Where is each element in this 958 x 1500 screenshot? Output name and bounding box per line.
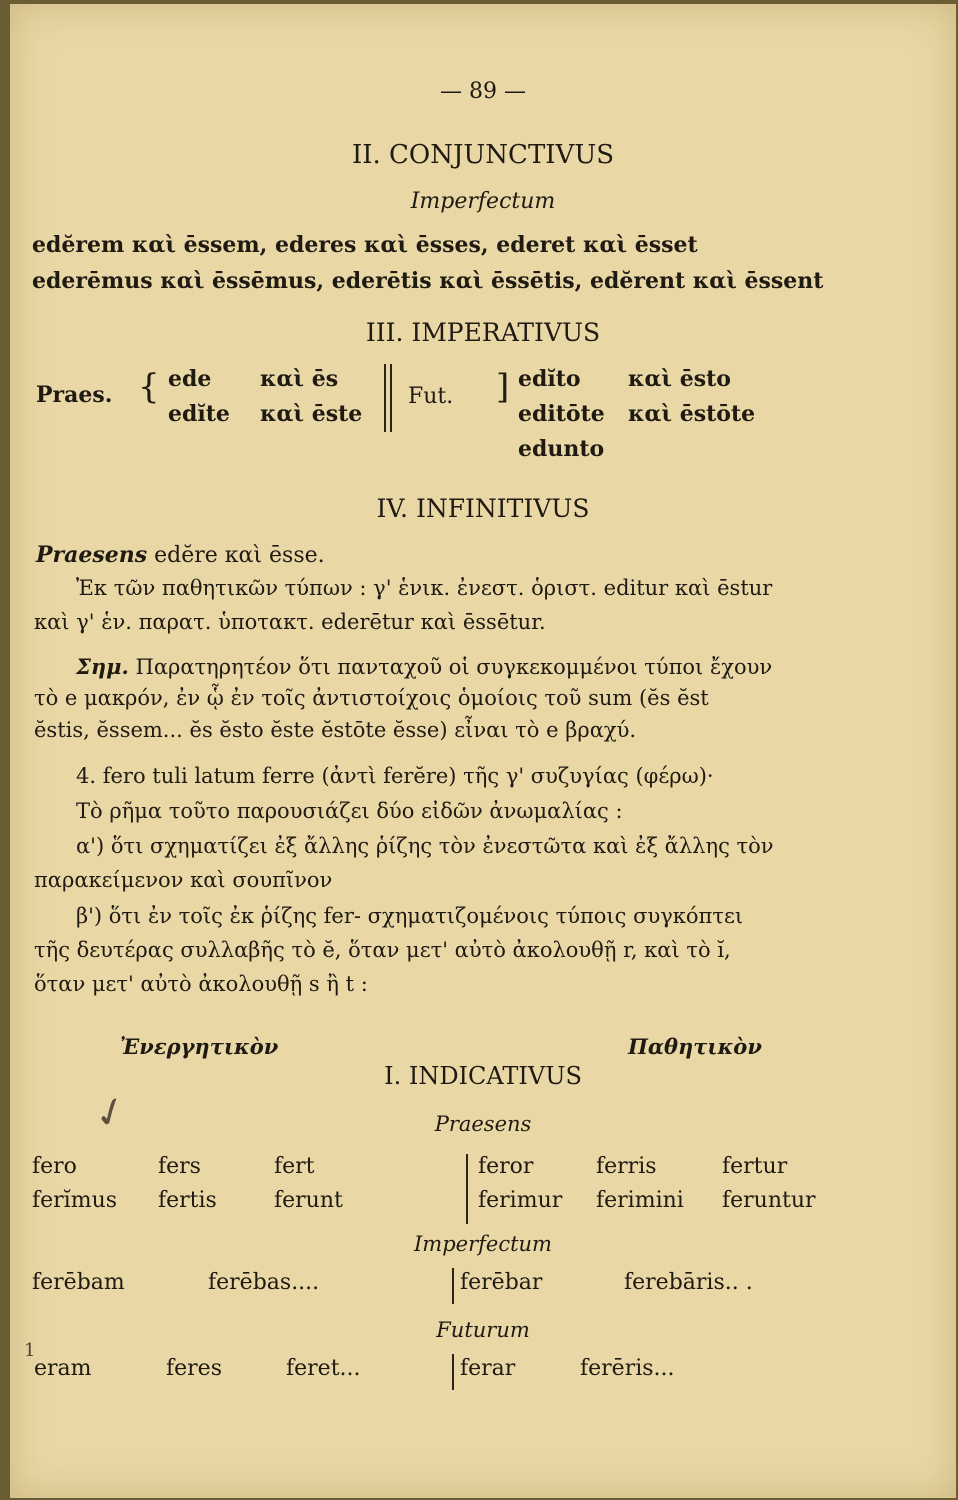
fero-line-5: β') ὅτι ἐν τοῖς ἐκ ῥίζης fer- σχηματιζομένοις τύποις συγκόπτει	[76, 904, 744, 928]
praes-pass-1-2: ferris	[596, 1154, 657, 1179]
conj-imperfectum-heading: Imperfectum	[410, 189, 556, 214]
fut-act-1: eram	[34, 1356, 92, 1381]
fero-line-3: α') ὅτι σχηματίζει ἐξ ἄλλης ῥίζης τὸν ἐνεστῶτα καὶ ἐξ ἄλλης τὸν	[76, 834, 774, 858]
indicativus-heading: I. INDICATIVUS	[384, 1062, 582, 1090]
imperf-act-1: ferēbam	[32, 1270, 125, 1295]
pencil-number-mark: 1	[24, 1340, 36, 1361]
note-line-1	[76, 654, 772, 679]
inf-praesens-line	[36, 542, 325, 568]
fut-pass-1: ferar	[460, 1356, 516, 1381]
praes-pass-1-1: feror	[478, 1154, 534, 1179]
imp-praes-label: Praes.	[36, 382, 113, 408]
fero-line-2: Τὸ ρῆμα τοῦτο παρουσιάζει δύο εἰδῶν ἀνωμαλίας :	[76, 799, 623, 823]
fut-act-3: feret...	[286, 1356, 361, 1381]
voice-divider	[452, 1268, 454, 1304]
note-line-3: ĕstis, ĕssem... ĕs ĕsto ĕste ĕstōte ĕsse) εἶναι τὸ e βραχύ.	[34, 718, 637, 742]
imperf-act-2: ferēbas....	[208, 1270, 320, 1295]
imp-ede: ede	[168, 366, 212, 392]
praes-act-1-1: fero	[32, 1154, 77, 1179]
praes-pass-1-3: fertur	[722, 1154, 788, 1179]
passive-voice-heading: Παθητικὸν	[628, 1034, 762, 1059]
fero-line-7: ὅταν μετ' αὐτὸ ἀκολουθῇ s ἢ t :	[34, 972, 368, 996]
passive-forms-line-1: Ἐκ τῶν παθητικῶν τύπων : γ' ἑνικ. ἐνεστ. ὁριστ. editur καὶ ēstur	[76, 576, 773, 600]
praes-act-2-2: fertis	[158, 1188, 217, 1213]
fut-pass-2: ferēris...	[580, 1356, 675, 1381]
fero-line-4: παρακείμενον καὶ σουπῖνον	[34, 868, 333, 892]
right-brace-icon: ]	[496, 367, 510, 407]
imperf-pass-1: ferēbar	[460, 1270, 543, 1295]
imp-fut-label: Fut.	[408, 384, 454, 409]
column-divider	[390, 364, 392, 432]
conj-line-1: edĕrem καὶ ēssem, ederes καὶ ēsses, ederet καὶ ēsset	[32, 232, 698, 258]
note-text-1: Παρατηρητέον ὅτι πανταχοῦ οἱ συγκεκομμένοι τύποι ἔχουν	[135, 655, 773, 679]
imperf-pass-2: ferebāris.. .	[624, 1270, 753, 1295]
infinitivus-heading: IV. INFINITIVUS	[376, 494, 590, 523]
voice-divider	[466, 1154, 468, 1224]
pencil-check-icon: ✓	[87, 1085, 135, 1141]
fut-act-2: feres	[166, 1356, 222, 1381]
imperativus-heading: III. IMPERATIVUS	[365, 318, 601, 347]
book-page	[10, 4, 956, 1498]
conjunctivus-heading: II. CONJUNCTIVUS	[351, 140, 615, 170]
imp-edito: edĭto	[518, 366, 581, 392]
column-divider	[384, 364, 386, 432]
imp-kai-esto: καὶ ēsto	[628, 366, 731, 392]
imp-editote: editōte	[518, 401, 605, 427]
note-line-2: τὸ e μακρόν, ἐν ᾧ ἐν τοῖς ἀντιστοίχοις ὁμοίοις τοῦ sum (ĕs ĕst	[34, 686, 709, 710]
left-brace-icon: {	[138, 367, 160, 407]
inf-praesens-forms: edĕre καὶ ēsse.	[154, 543, 325, 568]
imp-edunto: edunto	[518, 436, 605, 462]
praes-act-1-2: fers	[158, 1154, 201, 1179]
imp-kai-es: καὶ ēs	[260, 366, 339, 392]
praes-act-2-1: ferĭmus	[32, 1188, 118, 1213]
page-number: — 89 —	[440, 79, 526, 104]
ind-futurum-heading: Futurum	[436, 1318, 530, 1342]
fero-line-6: τῆς δευτέρας συλλαβῆς τὸ ĕ, ὅταν μετ' αὐτὸ ἀκολουθῇ r, καὶ τὸ ĭ,	[34, 938, 731, 962]
active-voice-heading: Ἐνεργητικὸν	[120, 1034, 279, 1059]
note-label: Σημ.	[76, 654, 129, 679]
inf-praesens-label: Praesens	[36, 542, 148, 568]
ind-imperfectum-heading: Imperfectum	[414, 1232, 552, 1256]
praes-act-1-3: fert	[274, 1154, 315, 1179]
praes-pass-2-2: ferimini	[596, 1188, 684, 1213]
conj-line-2: ederēmus καὶ ēssēmus, ederētis καὶ ēssētis, edĕrent καὶ ēssent	[32, 268, 824, 294]
imp-kai-este: καὶ ēste	[260, 401, 363, 427]
praes-pass-2-1: ferimur	[478, 1188, 563, 1213]
imp-edite: edĭte	[168, 401, 230, 427]
voice-divider	[452, 1354, 454, 1390]
praes-pass-2-3: feruntur	[722, 1188, 816, 1213]
fero-line-1: 4. fero tuli latum ferre (ἀντὶ ferĕre) τῆς γ' συζυγίας (φέρω)·	[76, 764, 714, 788]
passive-forms-line-2: καὶ γ' ἑν. παρατ. ὑποτακτ. ederētur καὶ ēssētur.	[34, 610, 546, 634]
praes-act-2-3: ferunt	[274, 1188, 343, 1213]
imp-kai-estote: καὶ ēstōte	[628, 401, 756, 427]
ind-praesens-heading: Praesens	[434, 1112, 532, 1136]
